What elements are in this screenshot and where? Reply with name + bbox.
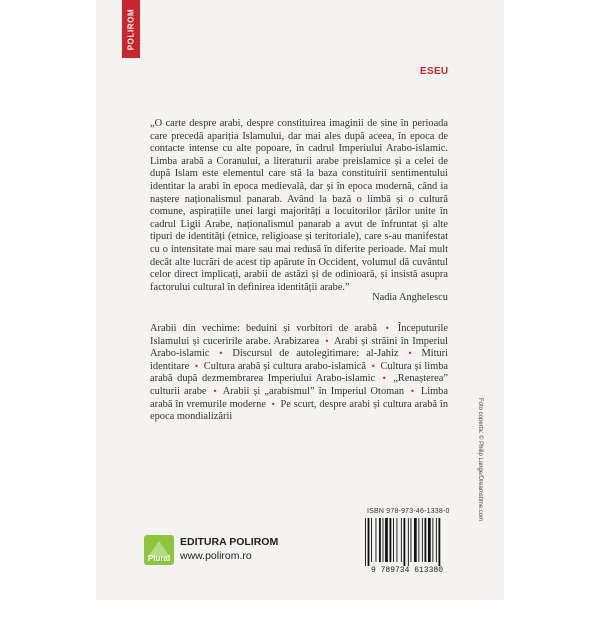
spine-label: POLIROM bbox=[126, 8, 136, 50]
barcode-bar bbox=[428, 518, 431, 562]
toc-item: Limba arabă în vremurile moderne bbox=[150, 385, 448, 410]
publisher-name: EDITURA POLIROM bbox=[180, 536, 279, 548]
barcode-bar bbox=[368, 518, 370, 566]
plural-logo-text: Plural bbox=[147, 554, 171, 563]
barcode-bar bbox=[376, 518, 377, 562]
toc-bullet: • bbox=[410, 386, 415, 396]
barcode-digits: 9 789734 613380 bbox=[370, 566, 444, 574]
isbn-label: ISBN 978-973-46-1338-0 bbox=[367, 508, 450, 515]
barcode-bar bbox=[393, 518, 394, 562]
toc-item: Cultura și limba arabă după dezmembrarea Imperiului Arabo-islamic bbox=[150, 360, 449, 385]
barcode-bar bbox=[365, 518, 366, 566]
toc-item: Cultura arabă și cultura arabo-islamică bbox=[203, 360, 366, 372]
toc-bullet: • bbox=[324, 336, 330, 346]
toc-item: Arabii și „arabismul” în Imperiul Otoman bbox=[222, 385, 405, 397]
barcode-bar bbox=[425, 518, 427, 562]
blurb-paragraph: „O carte despre arabi, despre constituirea imaginii de sine în perioada care precedă apariția Islamului, dar mai ales după aceea, în epoca de contacte intense cu alte popoare, în cadrul Imperiului Arabo-islamic. Limba arabă a Coranului, a literaturii arabe preislamice și a celei de după Islam este elementul care stă la baza constituirii sentimentului identitar la arabi în epoca medievală, dar și în epoca modernă, când ia naștere naționalismul panarab. Având la bază o limbă și o cultură comune, aspirațiile unei largi majorități a locuitorilor țărilor unite în cadrul Ligii Arabe, naționalismul panarab a avut de înfruntat și alte tipuri de identități (etnice, religioase și teritoriale), care s-au manifestat cu o intensitate mai mare sau mai redusă în diferite perioade. Mai mult decât alte lucrări de acest tip apărute în Occident, volumul dă cuvântul celor direct implicați, arabii de astăzi și de odinioară, și insistă asupra factorului cultural în definirea identității arabe.” bbox=[150, 118, 448, 293]
barcode-bar bbox=[390, 518, 392, 562]
toc-bullet: • bbox=[407, 349, 413, 359]
barcode-bars bbox=[365, 518, 440, 566]
toc-bullet: • bbox=[381, 374, 387, 384]
barcode-bar bbox=[408, 518, 409, 566]
toc-bullet: • bbox=[218, 349, 224, 359]
toc-item: Pe scurt, despre arabi și cultura arabă în epoca mondializării bbox=[150, 398, 449, 423]
blurb-text bbox=[150, 118, 448, 294]
barcode bbox=[363, 518, 451, 574]
barcode-bar bbox=[439, 518, 441, 566]
spine-label-tab bbox=[122, 0, 140, 58]
barcode-bar bbox=[379, 518, 381, 562]
barcode-bar bbox=[436, 518, 437, 562]
toc-item: Discursul de autolegitimare: al-Jahiz bbox=[232, 348, 399, 360]
barcode-bar bbox=[414, 518, 417, 562]
barcode-bar bbox=[432, 518, 433, 562]
photo-credit bbox=[474, 398, 486, 618]
toc-item: Mituri identitare bbox=[150, 348, 449, 372]
barcode-bar bbox=[383, 518, 384, 562]
toc-item: „Renașterea” culturii arabe bbox=[150, 373, 448, 397]
toc-item: Arabi și străini în Imperiul Arabo-islamic bbox=[150, 335, 449, 360]
toc-bullet: • bbox=[385, 324, 390, 333]
publisher-url[interactable]: www.polirom.ro bbox=[180, 550, 252, 562]
barcode-bar bbox=[422, 518, 423, 562]
barcode-bar bbox=[385, 518, 388, 562]
plural-logo-icon bbox=[144, 535, 174, 565]
toc-bullet: • bbox=[370, 361, 376, 371]
toc-bullet: • bbox=[212, 386, 218, 396]
toc-bullet: • bbox=[270, 399, 276, 409]
table-of-contents bbox=[150, 323, 448, 424]
barcode-bar bbox=[401, 518, 402, 562]
barcode-bar bbox=[397, 518, 398, 562]
series-label: ESEU bbox=[420, 66, 449, 77]
barcode-bar bbox=[411, 518, 412, 562]
toc-item: Începuturile Islamului și cuceririle arabe. Arabizarea bbox=[150, 323, 448, 347]
photo-credit-text: Foto coperta: © Philip Lange/Dreamstime.com bbox=[477, 398, 483, 522]
barcode-bar bbox=[371, 518, 372, 562]
barcode-bar bbox=[404, 518, 406, 566]
barcode-bar bbox=[418, 518, 419, 562]
toc-item: Arabii din vechime: beduini și vorbitori de arabă bbox=[150, 323, 377, 334]
toc-bullet: • bbox=[194, 361, 199, 371]
blurb-author: Nadia Anghelescu bbox=[372, 292, 448, 303]
